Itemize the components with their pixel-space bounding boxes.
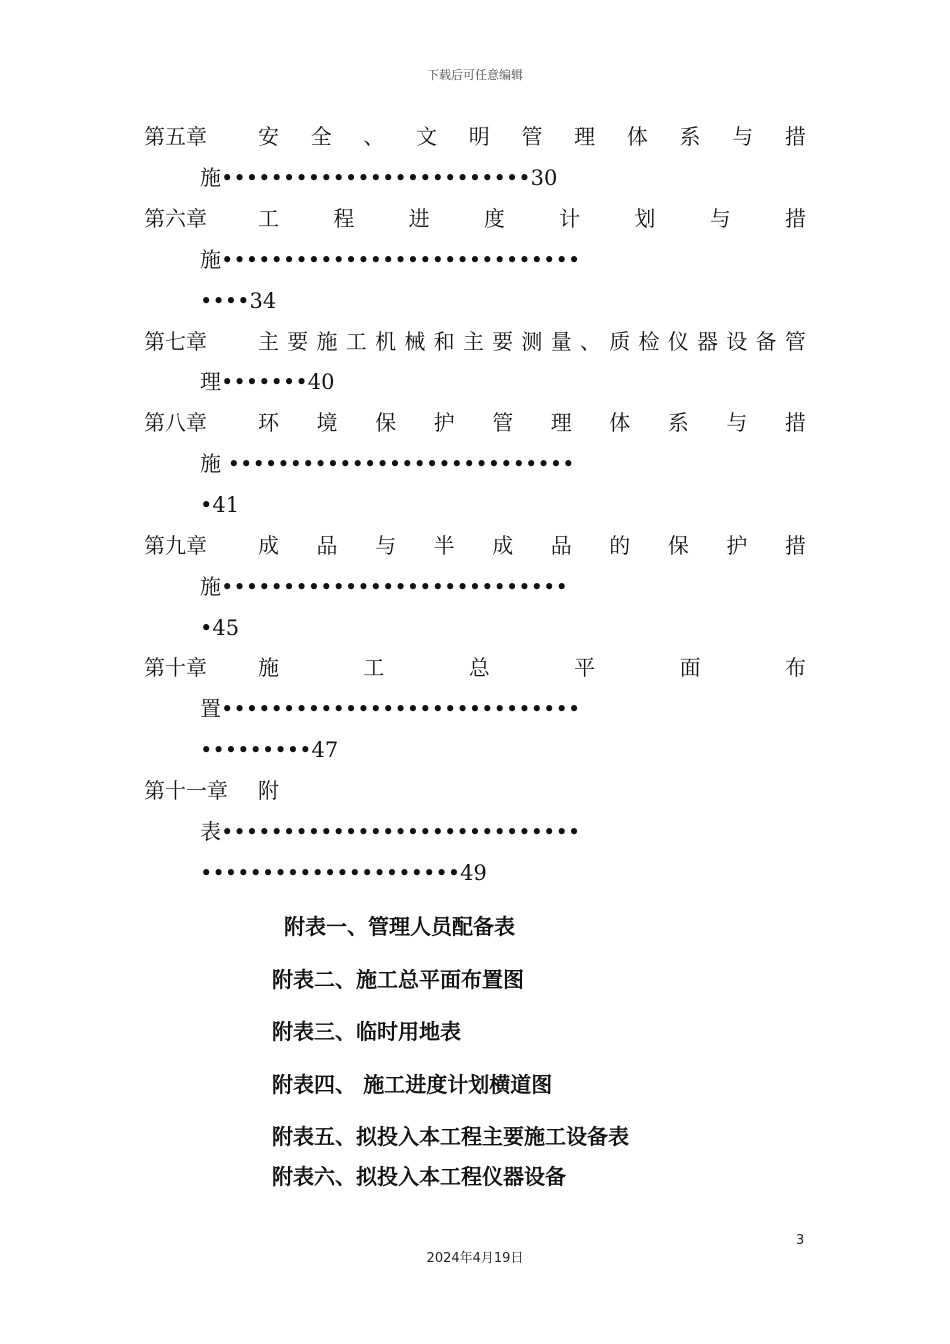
page-header: 下载后可任意编辑	[426, 68, 523, 82]
title-char: 度	[483, 207, 505, 231]
title-char: 划	[634, 207, 656, 231]
appendix-item-3: 附表三、临时用地表	[272, 1020, 461, 1044]
title-char: 与	[726, 411, 748, 435]
chapter-number: 第七章	[144, 330, 207, 354]
title-char: 面	[679, 656, 701, 680]
title-char: 布	[784, 656, 806, 680]
toc-leader-line: •••••••••••••••••••••49	[200, 861, 487, 885]
title-char: 、	[579, 330, 601, 354]
title-char: 与	[375, 534, 397, 558]
title-char: 机	[375, 330, 397, 354]
title-char: 备	[755, 330, 777, 354]
title-char: 要	[492, 330, 514, 354]
title-char: 设	[726, 330, 748, 354]
title-char: 量	[550, 330, 572, 354]
title-char: 工	[345, 330, 367, 354]
chapter-title	[258, 532, 806, 560]
title-char: 的	[609, 534, 631, 558]
title-char: 管	[521, 125, 543, 149]
chapter-number: 第八章	[144, 411, 207, 435]
title-char: 品	[316, 534, 338, 558]
toc-leader-line: 施•••••••••••••••••••••••••••••	[200, 248, 581, 272]
chapter-number: 第五章	[144, 125, 207, 149]
title-char: 要	[287, 330, 309, 354]
chapter-title	[258, 777, 279, 805]
title-char: 附	[258, 779, 279, 803]
title-char: 成	[492, 534, 514, 558]
title-char: 系	[667, 411, 689, 435]
page-number: 3	[796, 1233, 805, 1248]
title-char: 安	[258, 125, 279, 149]
title-char: 管	[784, 330, 806, 354]
title-char: 和	[433, 330, 455, 354]
footer-date: 2024年4月19日	[426, 1251, 524, 1266]
toc-leader-line: •41	[200, 493, 240, 517]
title-char: 进	[408, 207, 430, 231]
appendix-item-6: 附表六、拟投入本工程仪器设备	[272, 1165, 566, 1189]
title-char: 管	[492, 411, 514, 435]
title-char: 体	[626, 125, 648, 149]
chapter-title	[258, 328, 806, 356]
title-char: 与	[709, 207, 731, 231]
title-char: 明	[468, 125, 490, 149]
title-char: 程	[333, 207, 355, 231]
title-char: 环	[258, 411, 279, 435]
title-char: 保	[667, 534, 689, 558]
title-char: 械	[404, 330, 426, 354]
title-char: 措	[784, 125, 806, 149]
title-char: 主	[258, 330, 279, 354]
toc-leader-line: 施••••••••••••••••••••••••••••	[200, 575, 568, 599]
chapter-title	[258, 205, 806, 233]
title-char: 体	[609, 411, 631, 435]
title-char: 品	[550, 534, 572, 558]
chapter-number: 第十章	[144, 656, 207, 680]
title-char: 测	[521, 330, 543, 354]
title-char: 质	[609, 330, 631, 354]
title-char: 保	[375, 411, 397, 435]
title-char: 理	[550, 411, 572, 435]
title-char: 系	[679, 125, 701, 149]
title-char: 文	[416, 125, 438, 149]
title-char: 护	[726, 534, 748, 558]
toc-leader-line: 表•••••••••••••••••••••••••••••	[200, 820, 581, 844]
toc-leader-line: 理•••••••40	[200, 370, 335, 394]
title-char: 仪	[667, 330, 689, 354]
chapter-number: 第九章	[144, 534, 207, 558]
title-char: 、	[363, 125, 385, 149]
title-char: 检	[638, 330, 660, 354]
title-char: 护	[433, 411, 455, 435]
title-char: 计	[559, 207, 581, 231]
toc-leader-line: •••••••••47	[200, 738, 339, 762]
toc-leader-line: 施•••••••••••••••••••••••••30	[200, 166, 558, 190]
title-char: 工	[363, 656, 385, 680]
chapter-number: 第六章	[144, 207, 207, 231]
title-char: 平	[574, 656, 596, 680]
title-char: 施	[258, 656, 279, 680]
appendix-item-2: 附表二、施工总平面布置图	[272, 968, 524, 992]
title-char: 主	[462, 330, 484, 354]
title-char: 半	[433, 534, 455, 558]
toc-leader-line: •45	[200, 616, 240, 640]
toc-leader-line: 施 ••••••••••••••••••••••••••••	[200, 452, 575, 476]
title-char: 工	[258, 207, 279, 231]
title-char: 成	[258, 534, 279, 558]
appendix-item-4: 附表四、 施工进度计划横道图	[272, 1073, 553, 1097]
toc-leader-line: 置•••••••••••••••••••••••••••••	[200, 697, 581, 721]
title-char: 境	[316, 411, 338, 435]
title-char: 措	[784, 534, 806, 558]
toc-leader-line: ••••34	[200, 289, 277, 313]
appendix-item-1: 附表一、管理人员配备表	[284, 915, 515, 939]
appendix-item-5: 附表五、拟投入本工程主要施工设备表	[272, 1125, 629, 1149]
title-char: 措	[784, 411, 806, 435]
chapter-number: 第十一章	[144, 779, 228, 803]
title-char: 施	[316, 330, 338, 354]
title-char: 全	[310, 125, 332, 149]
chapter-title	[258, 409, 806, 437]
chapter-title	[258, 654, 806, 682]
title-char: 器	[696, 330, 718, 354]
title-char: 与	[732, 125, 754, 149]
title-char: 措	[784, 207, 806, 231]
chapter-title	[258, 123, 806, 151]
title-char: 理	[574, 125, 596, 149]
title-char: 总	[468, 656, 490, 680]
